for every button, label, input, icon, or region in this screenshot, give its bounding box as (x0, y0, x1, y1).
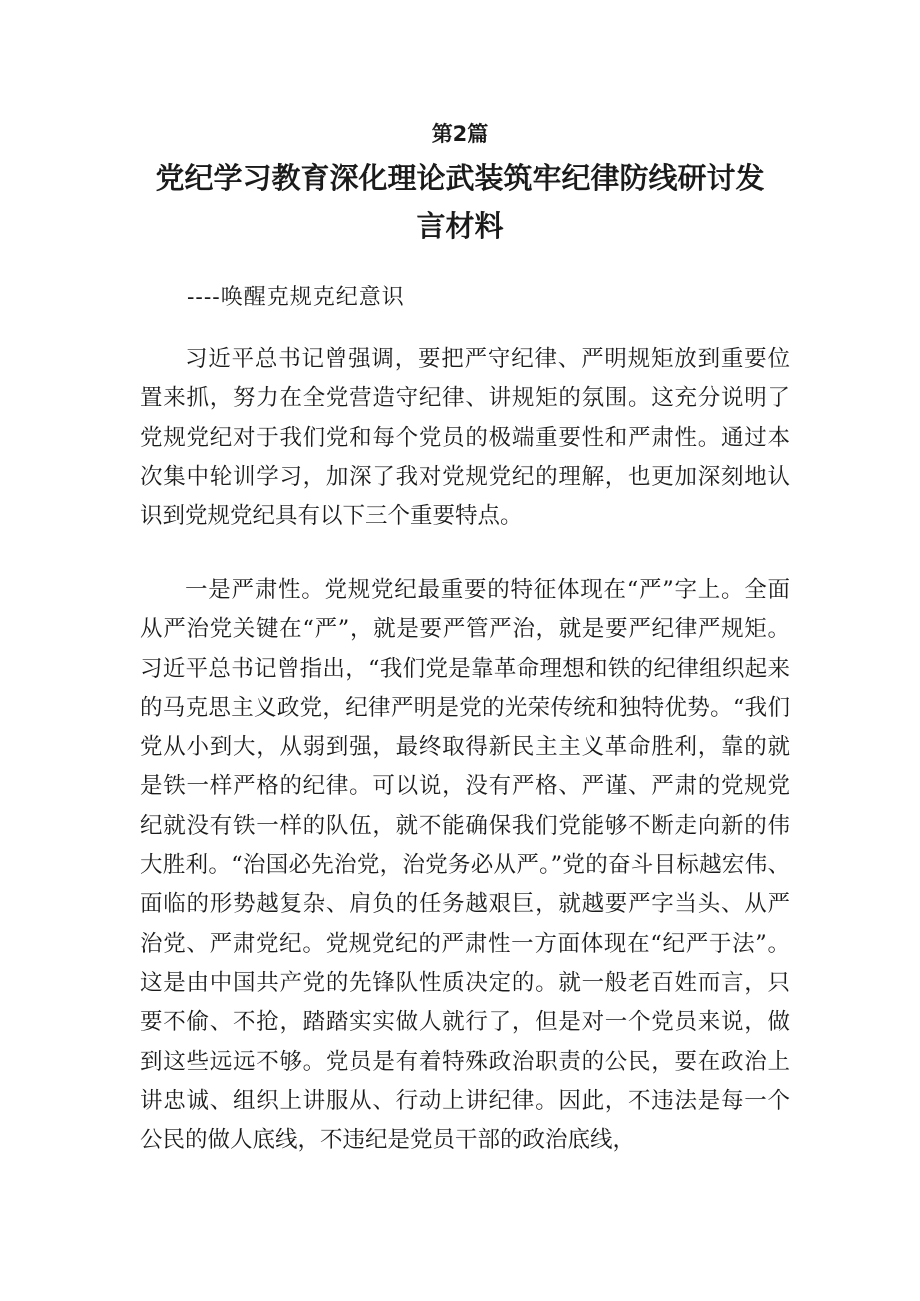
paragraph-seriousness: 一是严肃性。党规党纪最重要的特征体现在“严”字上。全面从严治党关键在“严”，就是要严管严治，就是要严纪律严规矩。习近平总书记曾指出，“我们党是靠革命理想和铁的纪律组织起来的马克思主义政党，纪律严明是党的光荣传统和独特优势。“我们党从小到大，从弱到强，最终取得新民主主义革命胜利，靠的就是铁一样严格的纪律。可以说，没有严格、严谨、严肃的党规党纪就没有铁一样的队伍，就不能确保我们党能够不断走向新的伟大胜利。“治国必先治党，治党务必从严。”党的奋斗目标越宏伟、面临的形势越复杂、肩负的任务越艰巨，就越要严字当头、从严治党、严肃党纪。党规党纪的严肃性一方面体现在“纪严于法”。这是由中国共产党的先锋队性质决定的。就一般老百姓而言，只要不偷、不抢，踏踏实实做人就行了，但是对一个党员来说，做到这些远远不够。党员是有着特殊政治职责的公民，要在政治上讲忠诚、组织上讲服从、行动上讲纪律。因此，不违法是每一个公民的做人底线，不违纪是党员干部的政治底线， (140, 577, 790, 1154)
chapter-label: 第2篇 (431, 122, 489, 146)
paragraph-intro: 习近平总书记曾强调，要把严守纪律、严明规矩放到重要位置来抓，努力在全党营造守纪律、讲规矩的氛围。这充分说明了党规党纪对于我们党和每个党员的极端重要性和严肃性。通过本次集中轮训学习，加深了我对党规党纪的理解，也更加深刻地认识到党规党纪具有以下三个重要特点。 (140, 346, 790, 530)
document-subtitle: ----唤醒克规克纪意识 (187, 285, 405, 310)
document-title: 党纪学习教育深化理论武装筑牢纪律防线研讨发言材料 (155, 161, 765, 243)
